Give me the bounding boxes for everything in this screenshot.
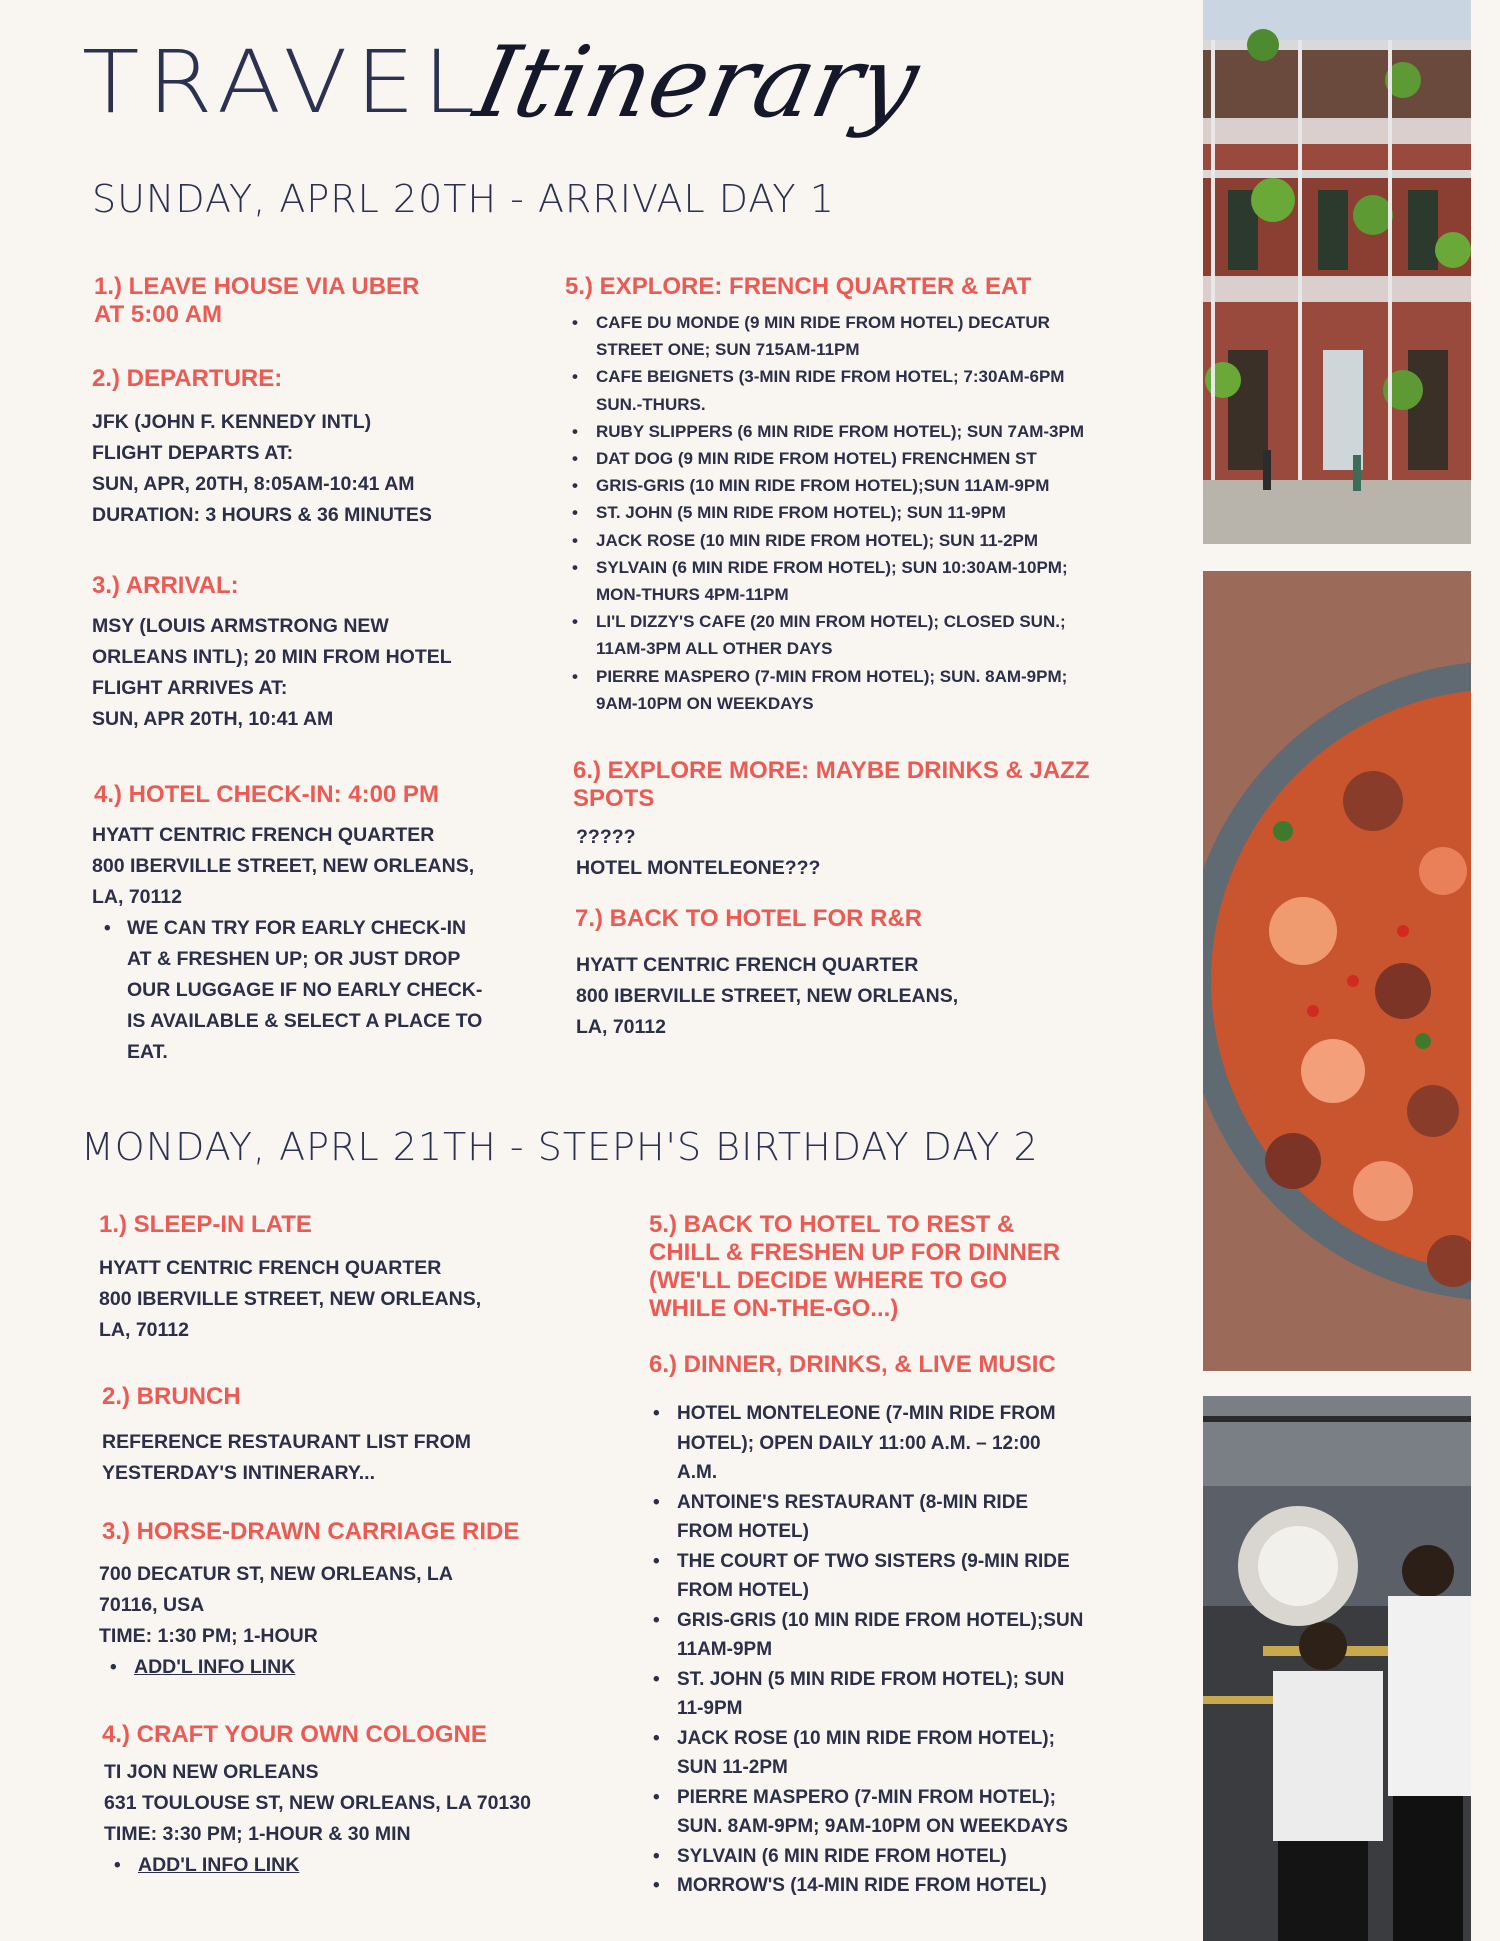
list-item: • ST. JOHN (5 MIN RIDE FROM HOTEL); SUN 11-9PM <box>649 1665 1189 1724</box>
title-travel: TRAVEL <box>82 32 484 133</box>
day2-s3-title: 3.) HORSE-DRAWN CARRIAGE RIDE <box>102 1518 520 1545</box>
day2-s6-title: 6.) DINNER, DRINKS, & LIVE MUSIC <box>649 1351 1056 1378</box>
day1-s1-title-line2: AT 5:00 AM <box>94 301 223 328</box>
day1-s3-line: SUN, APR 20TH, 10:41 AM <box>92 708 334 730</box>
day1-s2-line: DURATION: 3 HOURS & 36 MINUTES <box>92 504 432 526</box>
list-item: • PIERRE MASPERO (7-MIN FROM HOTEL); SUN. 8AM-9PM; 9AM-10PM ON WEEKDAYS <box>649 1783 1189 1842</box>
day1-section-4 <box>94 781 554 809</box>
day1-s3-line: ORLEANS INTL); 20 MIN FROM HOTEL <box>92 646 452 668</box>
day2-s3-link-item <box>110 1652 510 1683</box>
day1-s7-line: LA, 70112 <box>576 1016 666 1038</box>
day2-s4-line: TI JON NEW ORLEANS <box>104 1761 319 1783</box>
day2-s4-link-item <box>114 1850 514 1881</box>
day2-s4-title: 4.) CRAFT YOUR OWN COLOGNE <box>102 1721 487 1748</box>
day2-s5-title-line: WHILE ON-THE-GO...) <box>649 1295 899 1322</box>
day2-s3-line: 70116, USA <box>99 1594 205 1616</box>
list-item: • GRIS-GRIS (10 MIN RIDE FROM HOTEL);SUN 11AM-9PM <box>566 472 1176 499</box>
day1-s4-bullet-line: EAT. <box>127 1041 168 1063</box>
day2-s3-line: TIME: 1:30 PM; 1-HOUR <box>99 1625 318 1647</box>
day1-s5-title: 5.) EXPLORE: FRENCH QUARTER & EAT <box>565 273 1032 300</box>
addl-info-link[interactable]: ADD'L INFO LINK <box>134 1656 296 1678</box>
list-item: • CAFE BEIGNETS (3-MIN RIDE FROM HOTEL; 7:30AM-6PM SUN.-THURS. <box>566 363 1176 417</box>
day1-s6-title-line2: SPOTS <box>573 785 655 812</box>
day1-s2-body <box>92 407 552 531</box>
day2-section-4 <box>102 1721 582 1749</box>
brass-band-illustration <box>1203 1396 1471 1941</box>
day1-s3-line: MSY (LOUIS ARMSTRONG NEW <box>92 615 389 637</box>
list-item: • SYLVAIN (6 MIN RIDE FROM HOTEL); SUN 10:30AM-10PM; MON-THURS 4PM-11PM <box>566 554 1176 608</box>
list-item: • ST. JOHN (5 MIN RIDE FROM HOTEL); SUN 11-9PM <box>566 499 1176 526</box>
day1-s2-line: SUN, APR, 20TH, 8:05AM-10:41 AM <box>92 473 415 495</box>
addl-info-link[interactable]: ADD'L INFO LINK <box>138 1854 300 1876</box>
list-item: • THE COURT OF TWO SISTERS (9-MIN RIDE FROM HOTEL) <box>649 1547 1189 1606</box>
day1-s6-line: ????? <box>576 826 636 848</box>
day1-s2-line: FLIGHT DEPARTS AT: <box>92 442 294 464</box>
bullet-icon: • <box>104 918 111 939</box>
list-item: • MORROW'S (14-MIN RIDE FROM HOTEL) <box>649 1871 1189 1901</box>
day1-s6-body <box>576 822 1076 884</box>
day1-s2-line: JFK (JOHN F. KENNEDY INTL) <box>92 411 372 433</box>
day2-section-3 <box>102 1518 582 1546</box>
day1-heading: SUNDAY, APRL 20TH - ARRIVAL DAY 1 <box>92 177 835 221</box>
day1-s4-line: HYATT CENTRIC FRENCH QUARTER <box>92 824 435 846</box>
day2-s4-line: TIME: 3:30 PM; 1-HOUR & 30 MIN <box>104 1823 411 1845</box>
list-item: • LI'L DIZZY'S CAFE (20 MIN FROM HOTEL); CLOSED SUN.; 11AM-3PM ALL OTHER DAYS <box>566 608 1176 662</box>
day1-s7-line: HYATT CENTRIC FRENCH QUARTER <box>576 954 919 976</box>
day2-s1-title: 1.) SLEEP-IN LATE <box>99 1211 312 1238</box>
day1-s4-bullet-line: WE CAN TRY FOR EARLY CHECK-IN <box>127 917 467 939</box>
day1-s4-title: 4.) HOTEL CHECK-IN: 4:00 PM <box>94 781 439 808</box>
day1-s4-line: LA, 70112 <box>92 886 182 908</box>
day1-s4-bullet-line: IS AVAILABLE & SELECT A PLACE TO <box>127 1010 483 1032</box>
day1-section-6 <box>573 757 1173 813</box>
day1-s4-body <box>92 820 552 913</box>
day1-s7-title: 7.) BACK TO HOTEL FOR R&R <box>575 905 923 932</box>
day1-s3-title: 3.) ARRIVAL: <box>92 572 239 599</box>
list-item: • HOTEL MONTELEONE (7-MIN RIDE FROM HOTEL); OPEN DAILY 11:00 A.M. – 12:00 A.M. <box>649 1399 1189 1488</box>
day2-s1-body <box>99 1253 569 1346</box>
day2-section-1 <box>99 1211 559 1239</box>
day1-section-5 <box>565 273 1165 301</box>
brass-band-photo <box>1203 1396 1471 1941</box>
day2-s3-line: 700 DECATUR ST, NEW ORLEANS, LA <box>99 1563 453 1585</box>
list-item: • GRIS-GRIS (10 MIN RIDE FROM HOTEL);SUN 11AM-9PM <box>649 1606 1189 1665</box>
day2-s5-title-line: (WE'LL DECIDE WHERE TO GO <box>649 1267 1008 1294</box>
day1-s4-bullet-line: AT & FRESHEN UP; OR JUST DROP <box>127 948 461 970</box>
day1-section-1 <box>94 273 534 329</box>
day2-s1-line: LA, 70112 <box>99 1319 189 1341</box>
day2-s2-line: REFERENCE RESTAURANT LIST FROM <box>102 1431 472 1453</box>
list-item: • JACK ROSE (10 MIN RIDE FROM HOTEL); SUN 11-2PM <box>649 1724 1189 1783</box>
jambalaya-illustration <box>1203 571 1471 1371</box>
day1-s5-list <box>566 309 1176 717</box>
day2-s4-line: 631 TOULOUSE ST, NEW ORLEANS, LA 70130 <box>104 1792 531 1814</box>
list-item: • CAFE DU MONDE (9 MIN RIDE FROM HOTEL) DECATUR STREET ONE; SUN 715AM-11PM <box>566 309 1176 363</box>
day1-s6-line: HOTEL MONTELEONE??? <box>576 857 821 879</box>
day1-s3-body <box>92 611 552 735</box>
day1-s7-body <box>576 950 1076 1043</box>
day1-section-7 <box>575 905 1175 933</box>
day1-s1-title-line1: 1.) LEAVE HOUSE VIA UBER <box>94 273 420 300</box>
bullet-icon: • <box>114 1855 121 1876</box>
title-itinerary-script: Itinerary <box>465 26 929 140</box>
day2-s5-title-line: 5.) BACK TO HOTEL TO REST & <box>649 1211 1015 1238</box>
day2-heading: MONDAY, APRL 21TH - STEPH'S BIRTHDAY DAY 2 <box>81 1125 1039 1169</box>
building-illustration <box>1203 0 1471 544</box>
day1-s6-title-line1: 6.) EXPLORE MORE: MAYBE DRINKS & JAZZ <box>573 757 1090 784</box>
day2-s1-line: 800 IBERVILLE STREET, NEW ORLEANS, <box>99 1288 482 1310</box>
day2-s2-title: 2.) BRUNCH <box>102 1383 241 1410</box>
day2-s3-body <box>99 1559 569 1652</box>
list-item: • RUBY SLIPPERS (6 MIN RIDE FROM HOTEL); SUN 7AM-3PM <box>566 418 1176 445</box>
day1-s4-bullet <box>104 913 544 1068</box>
list-item: • DAT DOG (9 MIN RIDE FROM HOTEL) FRENCHMEN ST <box>566 445 1176 472</box>
day2-s6-list <box>649 1399 1189 1901</box>
bullet-icon: • <box>110 1657 117 1678</box>
list-item: • JACK ROSE (10 MIN RIDE FROM HOTEL); SUN 11-2PM <box>566 527 1176 554</box>
day2-section-6 <box>649 1351 1169 1379</box>
list-item: • ANTOINE'S RESTAURANT (8-MIN RIDE FROM HOTEL) <box>649 1488 1189 1547</box>
day2-s2-line: YESTERDAY'S INTINERARY... <box>102 1462 375 1484</box>
day2-s2-body <box>102 1427 572 1489</box>
list-item: • PIERRE MASPERO (7-MIN FROM HOTEL); SUN. 8AM-9PM; 9AM-10PM ON WEEKDAYS <box>566 663 1176 717</box>
day1-s2-title: 2.) DEPARTURE: <box>92 365 283 392</box>
day2-s5-title-line: CHILL & FRESHEN UP FOR DINNER <box>649 1239 1061 1266</box>
day1-s4-line: 800 IBERVILLE STREET, NEW ORLEANS, <box>92 855 475 877</box>
day1-section-3 <box>92 572 532 600</box>
day1-section-2 <box>92 365 532 393</box>
french-quarter-building-photo <box>1203 0 1471 544</box>
day2-section-5 <box>649 1211 1169 1323</box>
day2-section-2 <box>102 1383 562 1411</box>
day1-s4-bullet-line: OUR LUGGAGE IF NO EARLY CHECK- <box>127 979 483 1001</box>
day1-s3-line: FLIGHT ARRIVES AT: <box>92 677 288 699</box>
day2-s1-line: HYATT CENTRIC FRENCH QUARTER <box>99 1257 442 1279</box>
day2-s4-body <box>104 1757 604 1850</box>
jambalaya-food-photo <box>1203 571 1471 1371</box>
list-item: • SYLVAIN (6 MIN RIDE FROM HOTEL) <box>649 1842 1189 1872</box>
day1-s7-line: 800 IBERVILLE STREET, NEW ORLEANS, <box>576 985 959 1007</box>
